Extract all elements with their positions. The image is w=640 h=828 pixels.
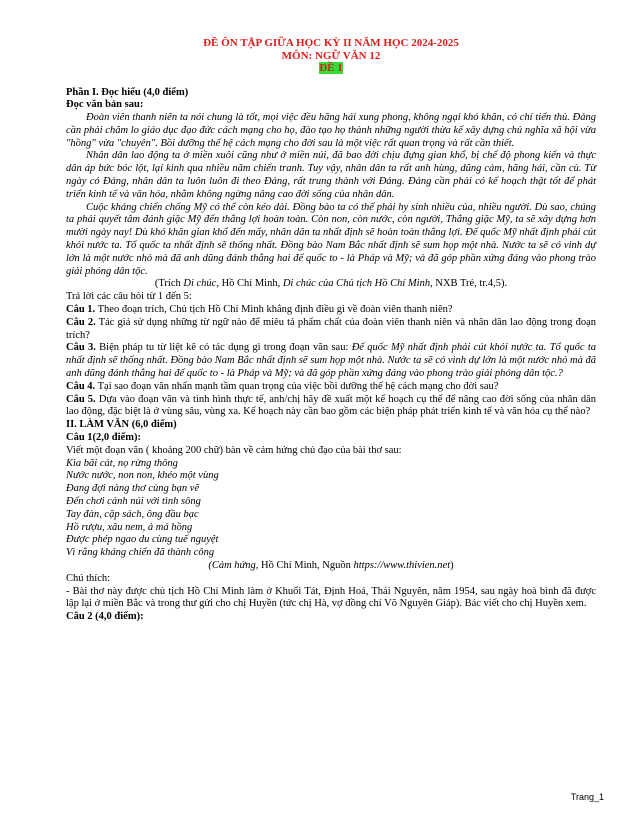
poem-line: Nước nước, non non, khéo một vùng bbox=[66, 470, 219, 482]
question-2-text: Tác giả sử dụng những từ ngữ nào để miêu tả phẩm chất của đoàn viên thanh niên và nhân dân lao động trong đoạn trích? bbox=[66, 316, 596, 341]
question-5-text: Dựa vào đoạn văn và tình hình thực tế, anh/chị hãy đề xuất một kế hoạch cụ thể để nâng cao đời sống của nhân dân lao động, đặc biệt là ở vùng sâu, vùng xa. Kế hoạch này cần bao gồm các biện pháp phát triển kinh tế và văn hóa cụ thể nào? bbox=[66, 393, 596, 418]
citation-title-2: Di chúc của Chủ tịch Hồ Chí Minh bbox=[282, 278, 431, 290]
poem-source-author: Hồ Chí Minh, Nguồn bbox=[258, 559, 354, 571]
exam-number bbox=[66, 62, 596, 75]
part2-question-1-label: Câu 1(2,0 điểm): bbox=[66, 432, 141, 444]
note-text: - Bài thơ này được chủ tịch Hồ Chí Minh làm ở Khuổi Tát, Định Hoá, Thái Nguyên, năm 1954, sau ngày hoà bình đã được lập lại ở miền Bắc và trong thư gửi cho chị Huyền (tức chị Hà, vợ đồng chí Võ Nguyên Giáp). Bác viết cho chị Huyền xem. bbox=[66, 585, 596, 610]
question-3-quote: Đế quốc Mỹ nhất định phải cút khỏi nước ta. Tổ quốc ta nhất định sẽ thống nhất. Đồng bào Nam Bắc nhất định sẽ sum họp một nhà. Nước ta sẽ có vinh dự lớn là một nước nhỏ mà đã anh dũng đánh thắng hai đế quốc to - là Pháp và Mỹ; và đã góp phần xứng đáng vào phong trào giải phóng dân tộc.? bbox=[66, 342, 596, 380]
part2-question-2-label: Câu 2 (4,0 điểm): bbox=[66, 611, 144, 623]
question-3 bbox=[66, 342, 596, 380]
poem bbox=[66, 458, 596, 560]
poem-line: Kìa bãi cát, nọ rừng thông bbox=[66, 457, 178, 469]
part1-heading: Phần I. Đọc hiểu (4,0 điểm) bbox=[66, 86, 189, 98]
exam-title: ĐỀ ÔN TẬP GIỮA HỌC KỲ II NĂM HỌC 2024-2025 bbox=[203, 37, 459, 49]
poem-source bbox=[66, 560, 596, 573]
question-4-label: Câu 4. bbox=[66, 380, 96, 392]
question-4 bbox=[66, 381, 596, 394]
reading-paragraph-2: Nhân dân lao động ta ở miền xuôi cũng như ở miền núi, đã bao đời chịu đựng gian khổ, bị chế độ phong kiến và thực dân áp bức bóc lột, lại kinh qua nhiều năm chiến tranh. Tuy vậy, nhân dân ta rất anh hùng, dũng cảm, hăng hái, cần cù. Từ ngày có Đảng, nhân dân ta luôn luôn đi theo Đảng, rất trung thành với Đảng. Đảng cần phải có kế hoạch thật tốt để phát triển kinh tế và văn hóa, nhằm không ngừng nâng cao đời sống của nhân dân. bbox=[66, 150, 596, 200]
citation-mid: , Hồ Chí Minh, bbox=[216, 278, 283, 290]
poem-line: Vì rằng kháng chiến đã thành công bbox=[66, 547, 215, 559]
citation-title-1: Di chúc bbox=[183, 278, 217, 290]
questions-instruction: Trả lời các câu hỏi từ 1 đến 5: bbox=[66, 291, 192, 303]
reading-citation bbox=[66, 278, 596, 291]
exam-subject: MÔN: NGỮ VĂN 12 bbox=[281, 49, 381, 62]
citation-pre: (Trích bbox=[154, 278, 184, 290]
poem-line: Được phép ngao du cùng tuế nguyệt bbox=[66, 534, 219, 546]
poem-source-close: ) bbox=[450, 559, 454, 571]
question-5-label: Câu 5. bbox=[66, 393, 96, 405]
question-3-text: Biện pháp tu từ liệt kê có tác dụng gì trong đoạn văn sau: bbox=[95, 342, 352, 354]
poem-line: Đến chơi cảnh núi với tình sông bbox=[66, 496, 201, 507]
question-1-label: Câu 1. bbox=[66, 304, 96, 316]
document-content bbox=[66, 37, 596, 624]
question-4-text: Tại sao đoạn văn nhấn mạnh tầm quan trọng của việc bồi dưỡng thế hệ cách mạng cho đời sau? bbox=[95, 380, 499, 392]
poem-source-url: https://www.thivien.net bbox=[353, 559, 451, 571]
part1-subheading: Đọc văn bản sau: bbox=[66, 99, 144, 111]
poem-line: Hồ rượu, xâu nem, ả má hồng bbox=[66, 521, 193, 533]
note-heading: Chú thích: bbox=[66, 572, 111, 584]
reading-paragraph-3: Cuộc kháng chiến chống Mỹ có thể còn kéo dài. Đồng bào ta có thể phải hy sinh nhiều của, nhiều người. Dù sao, chúng ta phải quyết tâm đánh giặc Mỹ đến thắng lợi hoàn toàn. Còn non, còn nước, còn người, Thắng giặc Mỹ, ta sẽ xây dựng hơn mười ngày nay! Dù khó khăn gian khổ đến mấy, nhân dân ta nhất định sẽ hoàn toàn thắng lợi. Đế quốc Mỹ nhất định phải cút khỏi nước ta. Tổ quốc ta nhất định sẽ thống nhất. Đồng bào Nam Bắc nhất định sẽ sum họp một nhà. Nước ta sẽ có vinh dự lớn là một nước nhỏ mà đã anh dũng đánh thắng hai đế quốc to - là Pháp và Mỹ; và đã góp phần xứng đáng vào phong trào giải phóng dân tộc. bbox=[66, 201, 596, 277]
poem-line: Tay đàn, cặp sách, ông đầu bạc bbox=[66, 508, 199, 520]
question-1-text: Theo đoạn trích, Chủ tịch Hồ Chí Minh khẳng định điều gì về đoàn viên thanh niên? bbox=[95, 304, 453, 316]
spacer bbox=[66, 75, 596, 87]
exam-number-highlight: ĐỀ 1 bbox=[319, 62, 343, 74]
page-number: Trang_1 bbox=[570, 792, 604, 802]
part2-heading: II. LÀM VĂN (6,0 điểm) bbox=[66, 419, 177, 431]
poem-source-title: (Cảm hứng, bbox=[208, 559, 259, 571]
question-2-label: Câu 2. bbox=[66, 316, 96, 328]
citation-post: , NXB Trẻ, tr.4,5). bbox=[430, 278, 508, 290]
question-1 bbox=[66, 304, 596, 317]
poem-line: Đang đợi nàng thơ cùng bạn vẽ bbox=[66, 483, 200, 495]
reading-paragraph-1: Đoàn viên thanh niên ta nói chung là tốt, mọi việc đều hăng hái xung phong, không ngại khó khăn, có chí tiến thủ. Đảng cần phải chăm lo giáo dục đạo đức cách mạng cho họ, đào tạo họ thành những người thừa kế xây dựng chủ nghĩa xã hội vừa "hồng" vừa "chuyên". Bồi dưỡng thế hệ cách mạng cho đời sau là một việc rất quan trọng và rất cần thiết. bbox=[66, 112, 596, 149]
part2-question-1-text: Viết một đoạn văn ( khoảng 200 chữ) bàn về cảm hứng chủ đạo của bài thơ sau: bbox=[66, 444, 402, 456]
question-3-label: Câu 3. bbox=[66, 342, 96, 354]
question-2 bbox=[66, 317, 596, 343]
question-5 bbox=[66, 394, 596, 420]
